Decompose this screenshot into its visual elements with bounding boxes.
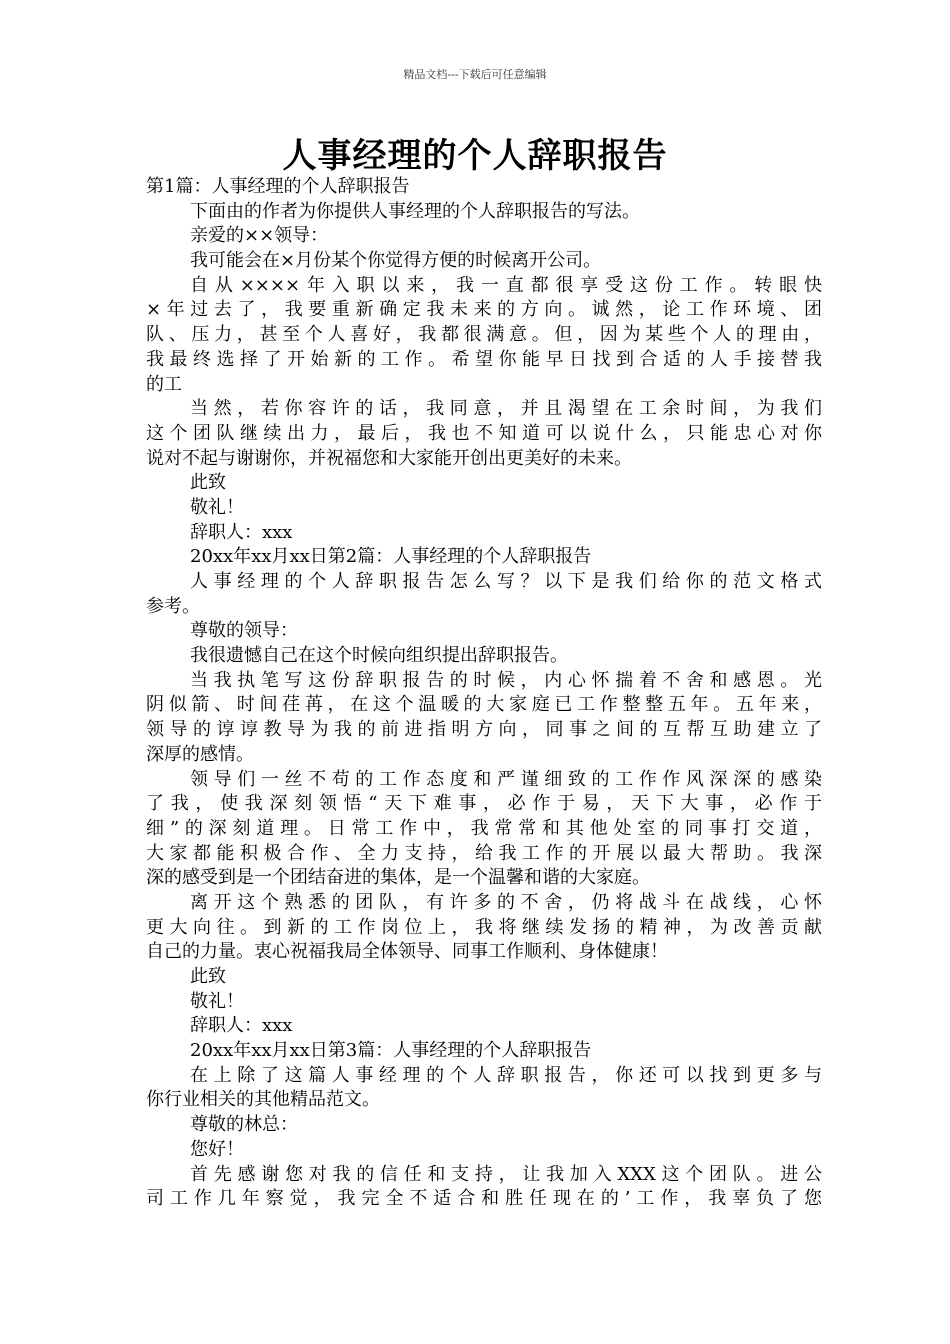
text-line: 此致: [190, 966, 226, 987]
text-line: 大家都能积极合作、全力支持，给我工作的开展以最大帮助。我深: [146, 842, 822, 864]
text-line: 下面由的作者为你提供人事经理的个人辞职报告的写法。: [190, 200, 640, 222]
text-line: 自从××××年入职以来，我一直都很享受这份工作。转眼快: [190, 274, 822, 296]
text-line: 细”的深刻道理。日常工作中，我常常和其他处室的同事打交道，: [146, 817, 822, 839]
text-line: 辞职人：xxx: [190, 521, 293, 543]
text-line: 这个团队继续出力，最后，我也不知道可以说什么，只能忠心对你: [146, 422, 822, 444]
text-line: 领导的谆谆教导为我的前进指明方向，同事之间的互帮互助建立了: [146, 719, 822, 741]
text-line: 阴似箭、时间荏苒，在这个温暖的大家庭已工作整整五年。五年来，: [146, 694, 822, 716]
text-line: 您好！: [190, 1138, 244, 1160]
document-title: 人事经理的个人辞职报告: [282, 136, 668, 176]
text-line: 了我，使我深刻领悟“天下难事，必作于易，天下大事，必作于: [146, 793, 822, 815]
text-line: 人事经理的个人辞职报告怎么写？以下是我们给你的范文格式: [190, 571, 822, 592]
text-line: 我可能会在×月份某个你觉得方便的时候离开公司。: [190, 250, 602, 272]
text-line: 说对不起与谢谢你，并祝福您和大家能开创出更美好的未来。: [146, 447, 632, 469]
text-line: ×年过去了，我要重新确定我未来的方向。诚然，论工作环境、团: [146, 299, 822, 321]
text-line: 在上除了这篇人事经理的个人辞职报告，你还可以找到更多与: [190, 1064, 822, 1086]
text-line: 20xx年xx月xx日第2篇：人事经理的个人辞职报告: [190, 546, 592, 568]
text-line: 尊敬的领导：: [190, 620, 298, 642]
text-line: 尊敬的林总：: [190, 1114, 298, 1136]
text-line: 队、压力，甚至个人喜好，我都很满意。但，因为某些个人的理由，: [146, 324, 822, 346]
text-line: 参考。: [146, 595, 200, 617]
text-line: 辞职人：xxx: [190, 1015, 293, 1037]
text-line: 当然，若你容许的话，我同意，并且渴望在工余时间，为我们: [190, 398, 822, 420]
text-line: 我很遗憾自己在这个时候向组织提出辞职报告。: [190, 645, 568, 667]
text-line: 首先感谢您对我的信任和支持，让我加入XXX这个团队。进公: [190, 1163, 822, 1185]
text-line: 更大向往。到新的工作岗位上，我将继续发扬的精神，为改善贡献: [146, 916, 822, 938]
text-line: 领导们一丝不苟的工作态度和严谨细致的工作作风深深的感染: [190, 768, 822, 790]
text-line: 第1篇：人事经理的个人辞职报告: [146, 176, 410, 197]
text-line: 当我执笔写这份辞职报告的时候，内心怀揣着不舍和感恩。光: [190, 669, 822, 691]
page-header-note: 精品文档---下载后可任意编辑: [403, 68, 547, 81]
text-line: 司工作几年察觉，我完全不适合和胜任现在的’工作，我辜负了您: [146, 1188, 822, 1210]
text-line: 此致: [190, 472, 226, 494]
text-line: 自己的力量。衷心祝福我局全体领导、同事工作顺利、身体健康！: [146, 941, 668, 963]
text-line: 亲爱的××领导：: [190, 225, 329, 247]
text-line: 深厚的感情。: [146, 743, 254, 765]
text-line: 你行业相关的其他精品范文。: [146, 1089, 380, 1111]
text-line: 深的感受到是一个团结奋进的集体，是一个温馨和谐的大家庭。: [146, 867, 650, 889]
document-body: [146, 175, 822, 1212]
text-line: 敬礼！: [190, 990, 244, 1012]
text-line: 的工: [146, 373, 182, 395]
text-line: 20xx年xx月xx日第3篇：人事经理的个人辞职报告: [190, 1040, 592, 1062]
text-line: 我最终选择了开始新的工作。希望你能早日找到合适的人手接替我: [146, 348, 822, 370]
text-line: 离开这个熟悉的团队，有许多的不舍，仍将战斗在战线，心怀: [190, 891, 822, 913]
text-line: 敬礼！: [190, 496, 244, 518]
